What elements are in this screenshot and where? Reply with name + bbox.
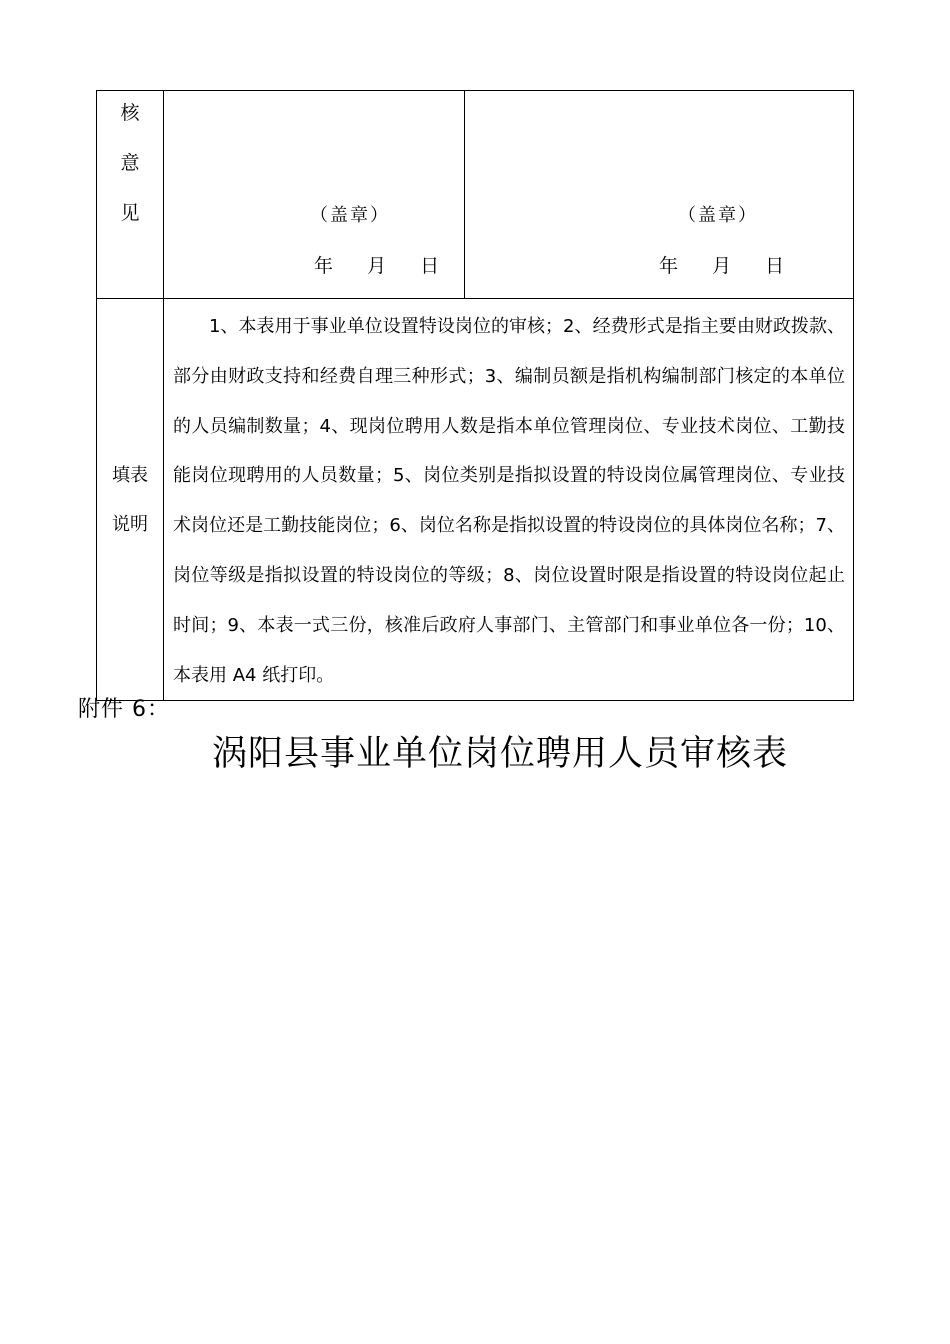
instructions-text: 1、本表用于事业单位设置特设岗位的审核；2、经费形式是指主要由财政拨款、部分由财政支持和经费自理三种形式；3、编制员额是指机构编制部门核定的本单位的人员编制数量；4、现岗位聘用人数是指本单位管理岗位、专业技术岗位、工勤技能岗位现聘用的人员数量；5、岗位类别是指拟设置的特设岗位属管理岗位、专业技术岗位还是工勤技能岗位；6、岗位名称是指拟设置的特设岗位的具体岗位名称；7、岗位等级是指拟设置的特设岗位的等级；8、岗位设置时限是指设置的特设岗位起止时间；9、本表一式三份，核准后政府人事部门、主管部门和事业单位各一份；10、本表用 A4 纸打印。 [164,299,854,701]
month-label: 月 [367,255,387,277]
instructions-row [97,299,854,701]
seal-text: （盖章） [310,205,390,226]
instructions-label-line: 说明 [112,513,148,535]
date-line [659,251,784,278]
review-cell-right [465,91,854,299]
date-line [314,251,439,278]
seal-text: （盖章） [678,205,758,226]
review-label-char: 意 [120,152,140,174]
review-label-char: 见 [120,202,140,224]
instructions-label-line: 填表 [112,464,148,486]
month-label: 月 [712,255,732,277]
instructions-label [97,299,164,701]
review-form-table [96,90,854,701]
day-label: 日 [420,255,440,277]
day-label: 日 [765,255,785,277]
year-label: 年 [659,255,679,277]
review-opinion-row [97,91,854,299]
attachment-label: 附件 6： [78,697,170,722]
review-label-char: 核 [120,102,140,124]
review-opinion-label [97,91,164,299]
review-cell-left [164,91,465,299]
document-title: 涡阳县事业单位岗位聘用人员审核表 [211,734,788,774]
year-label: 年 [314,255,334,277]
